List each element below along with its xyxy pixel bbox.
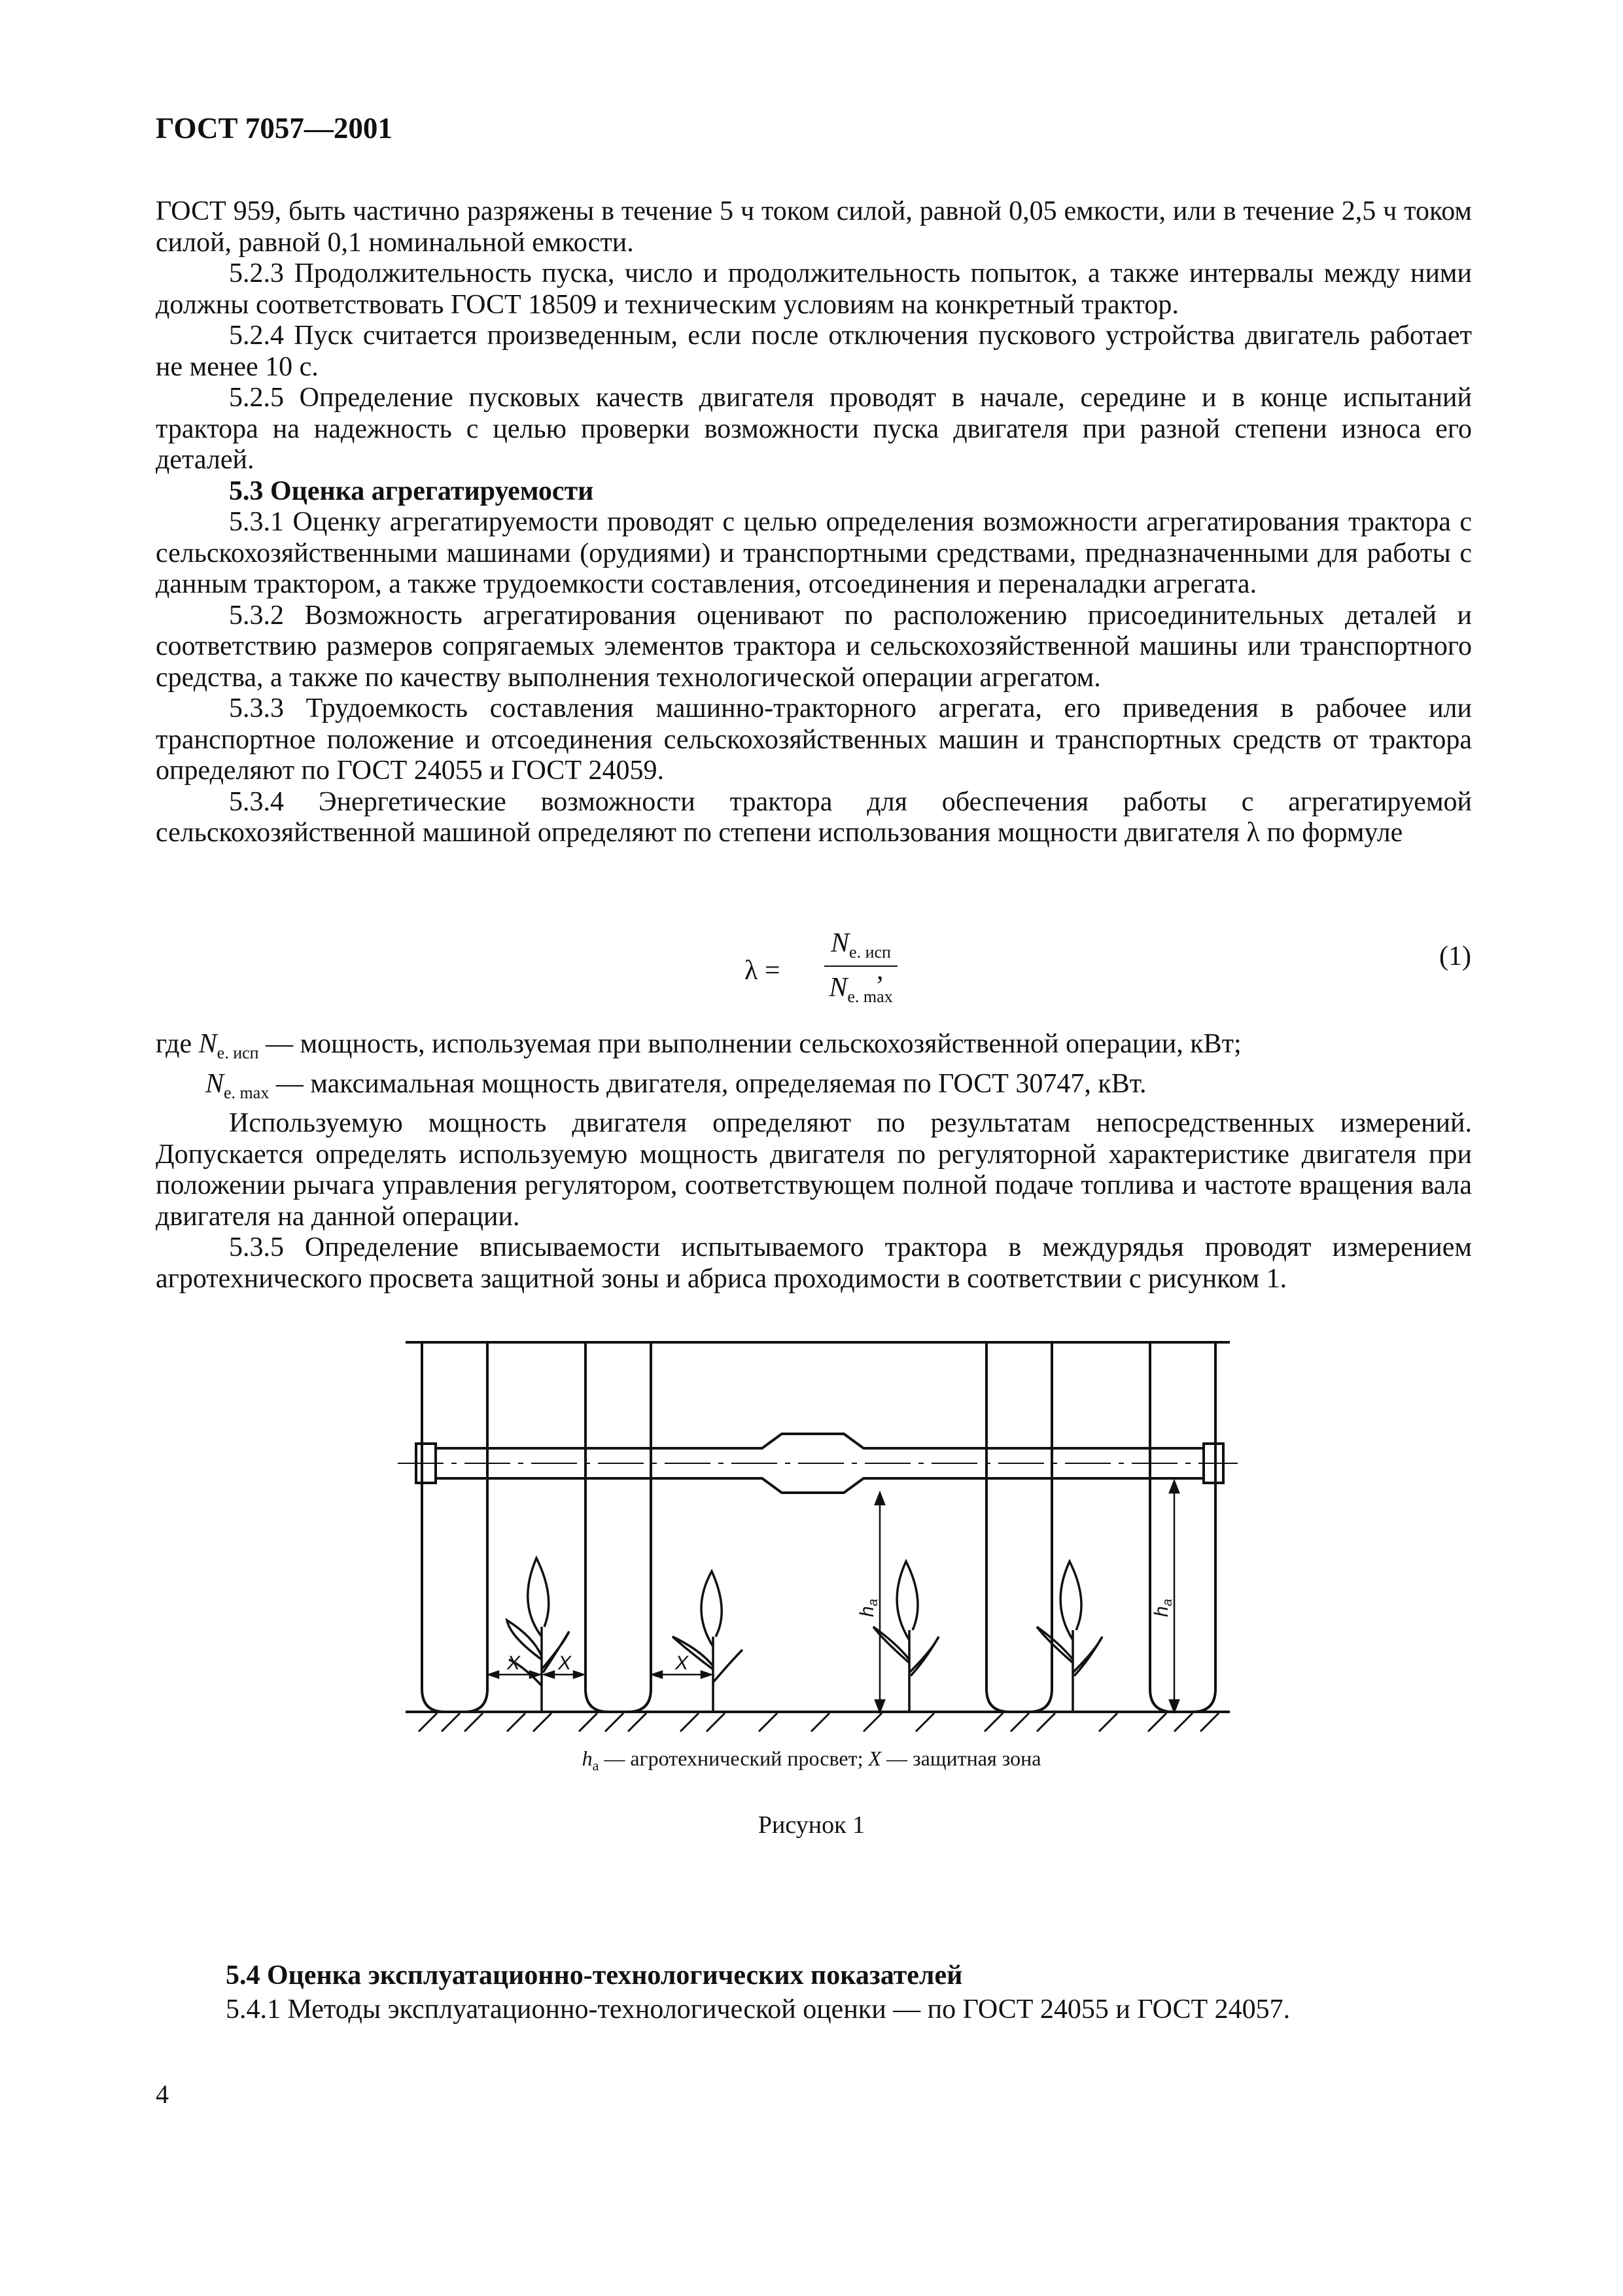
- paragraph-5-2-5: 5.2.5 Определение пусковых качеств двигателя проводят в начале, середине и в конце испытаний трактора на надежность с целью проверки возможности пуска двигателя при разной степени износа его деталей.: [156, 383, 1472, 475]
- wheel-3: [986, 1342, 1052, 1712]
- wheel-1: [422, 1342, 487, 1712]
- plant-2: [672, 1571, 742, 1712]
- label-x-3: X: [675, 1652, 689, 1674]
- section-5-3-heading: 5.3 Оценка агрегатируемости: [229, 476, 594, 506]
- formula-denominator: $N_{е. max}$: [829, 973, 893, 1006]
- label-x-1: X: [507, 1652, 521, 1674]
- paragraph-5-4-1: 5.4.1 Методы эксплуатационно-технологической оценки — по ГОСТ 24055 и ГОСТ 24057.: [226, 1994, 1291, 2025]
- formula-fraction: [795, 928, 926, 1007]
- figure-geometry: [406, 1342, 1230, 1712]
- formula-lambda: [725, 928, 947, 1026]
- plant-1: [507, 1558, 569, 1712]
- paragraph-used-power: Используемую мощность двигателя определяют по результатам непосредственных измерений. Допускается определять используемую мощность двигателя по регуляторной характеристике двигателя при положении рычага управления регулятором, соответствующем полной подаче топлива и частоте вращения вала двигателя на данной операции.: [156, 1108, 1472, 1232]
- fraction-bar: [824, 965, 898, 967]
- paragraph-5-3-2: 5.3.2 Возможность агрегатирования оценивают по расположению присоединительных деталей и соответствию размеров сопрягаемых элементов трактора и сельскохозяйственной машины или транспортного средства, а также по качеству выполнения технологической операции агрегатом.: [156, 600, 1472, 693]
- formula-lhs: λ =: [744, 956, 780, 986]
- figure-caption: $h_a$ — агротехнический просвет; X — защитная зона: [582, 1747, 1041, 1774]
- paragraph-5-2-3: 5.2.3 Продолжительность пуска, число и продолжительность попыток, а также интервалы между ними должны соответствовать ГОСТ 18509 и техническим условиям на конкретный трактор.: [156, 258, 1472, 320]
- clearance-dimensions: [875, 1481, 1179, 1712]
- paragraph-5-2-4: 5.2.4 Пуск считается произведенным, если после отключения пускового устройства двигатель работает не менее 10 с.: [156, 321, 1472, 382]
- formula-numerator: $N_{е. исп}$: [831, 928, 891, 962]
- wheel-2: [585, 1342, 651, 1712]
- label-ha-2: $h_a$: [1151, 1599, 1175, 1617]
- equation-number: (1): [1439, 941, 1471, 971]
- where-line-1: где $N_{е. исп}$ — мощность, используемая при выполнении сельскохозяйственной операции, кВт;: [156, 1029, 1242, 1062]
- plants: [507, 1558, 1102, 1712]
- body-text-middle: [156, 1029, 1472, 1295]
- figure-labels: [506, 1599, 1175, 1674]
- label-ha-1: $h_a$: [856, 1599, 881, 1617]
- figure-title: Рисунок 1: [758, 1811, 865, 1839]
- label-x-2: X: [558, 1652, 572, 1674]
- plant-4: [1037, 1561, 1102, 1712]
- plant-3: [873, 1561, 939, 1712]
- where-line-2: $N_{е. max}$ — максимальная мощность двигателя, определяемая по ГОСТ 30747, кВт.: [205, 1068, 1147, 1102]
- paragraph-5-3-1: 5.3.1 Оценку агрегатируемости проводят с целью определения возможности агрегатирования трактора с сельскохозяйственными машинами (орудиями) и транспортными средствами, предназначенными для работы с данным трактором, а также трудоемкости составления, отсоединения и переналадки агрегата.: [156, 507, 1472, 599]
- page-number: 4: [156, 2079, 169, 2109]
- formula-comma: ,: [877, 956, 884, 986]
- paragraph-5-3-4: 5.3.4 Энергетические возможности трактора для обеспечения работы с агрегатируемой сельскохозяйственной машиной определяют по степени использования мощности двигателя λ по формуле: [156, 786, 1472, 848]
- wheel-4: [1150, 1342, 1215, 1712]
- ground-hatching: [419, 1713, 1219, 1731]
- section-5-4-heading: 5.4 Оценка эксплуатационно-технологических показателей: [226, 1960, 963, 1991]
- figure-1-drawing: [393, 1329, 1243, 1735]
- paragraph-5-3-5: 5.3.5 Определение вписываемости испытываемого трактора в междурядья проводят измерением агротехнического просвета защитной зоны и абриса проходимости в соответствии с рисунком 1.: [156, 1232, 1472, 1294]
- paragraph-continued: ГОСТ 959, быть частично разряжены в течение 5 ч током силой, равной 0,05 емкости, или в течение 2,5 ч током силой, равной 0,1 номинальной емкости.: [156, 196, 1472, 258]
- document-header: ГОСТ 7057—2001: [156, 112, 393, 145]
- paragraph-5-3-3: 5.3.3 Трудоемкость составления машинно-тракторного агрегата, его приведения в рабочее или транспортное положение и отсоединения сельскохозяйственных машин и транспортных средств от трактора определяют по ГОСТ 24055 и ГОСТ 24059.: [156, 693, 1472, 786]
- body-text-top: [156, 196, 1472, 849]
